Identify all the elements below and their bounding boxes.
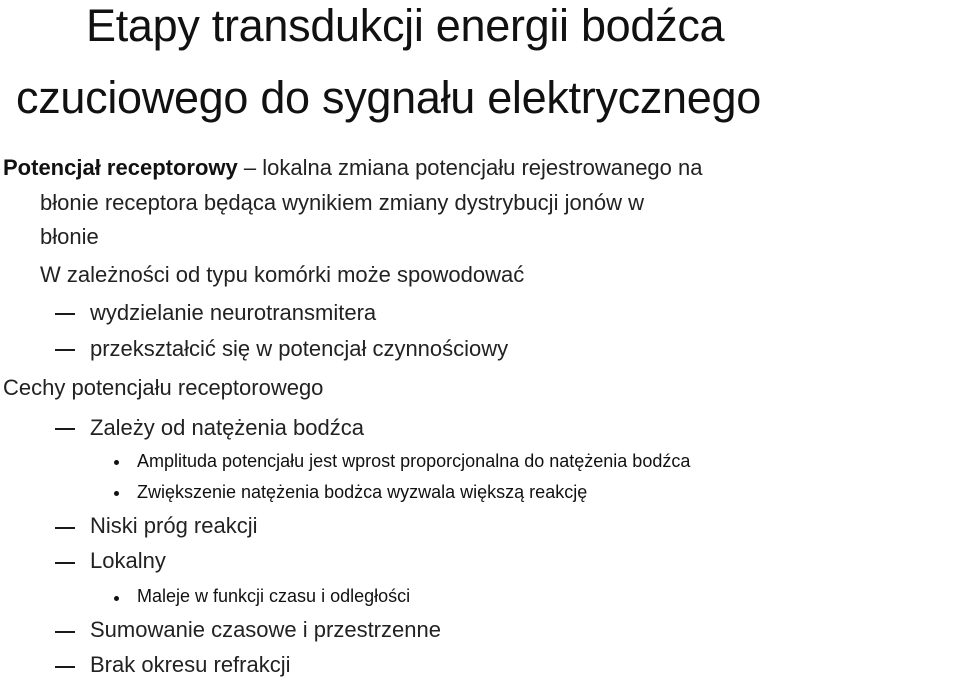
bullet-marker [114, 491, 119, 496]
feature-item-4: Sumowanie czasowe i przestrzenne [90, 617, 441, 642]
dash-marker [55, 428, 75, 430]
dash-marker [55, 562, 75, 564]
slide-title-line-2: czuciowego do sygnału elektrycznego [16, 72, 761, 123]
effects-heading: W zależności od typu komórki może spowodować [40, 262, 525, 287]
feature-item-2: Niski próg reakcji [90, 513, 258, 538]
slide-title-line-1: Etapy transdukcji energii bodźca [86, 0, 725, 51]
definition-line-3: błonie [40, 224, 99, 249]
dash-marker [55, 349, 75, 351]
dash-marker [55, 527, 75, 529]
definition-line-1 [3, 155, 703, 181]
features-heading: Cechy potencjału receptorowego [3, 375, 324, 400]
bullet-marker [114, 596, 119, 601]
feature-item-5: Brak okresu refrakcji [90, 652, 291, 677]
definition-text-1: – lokalna zmiana potencjału rejestrowanego na [237, 155, 703, 180]
feature-item-1: Zależy od natężenia bodźca [90, 415, 364, 440]
dash-marker [55, 666, 75, 668]
effects-item-2: przekształcić się w potencjał czynnościowy [90, 336, 509, 361]
effects-item-1: wydzielanie neurotransmitera [90, 300, 377, 325]
feature-1-sub-1: Amplituda potencjału jest wprost proporcjonalna do natężenia bodźca [137, 451, 691, 471]
dash-marker [55, 631, 75, 633]
feature-1-sub-2: Zwiększenie natężenia bodżca wyzwala większą reakcję [137, 482, 588, 502]
bullet-marker [114, 460, 119, 465]
definition-term: Potencjał receptorowy [3, 155, 238, 180]
feature-3-sub-1: Maleje w funkcji czasu i odległości [137, 586, 411, 606]
dash-marker [55, 313, 75, 315]
definition-line-2: błonie receptora będąca wynikiem zmiany dystrybucji jonów w [40, 190, 645, 215]
feature-item-3: Lokalny [90, 548, 166, 573]
